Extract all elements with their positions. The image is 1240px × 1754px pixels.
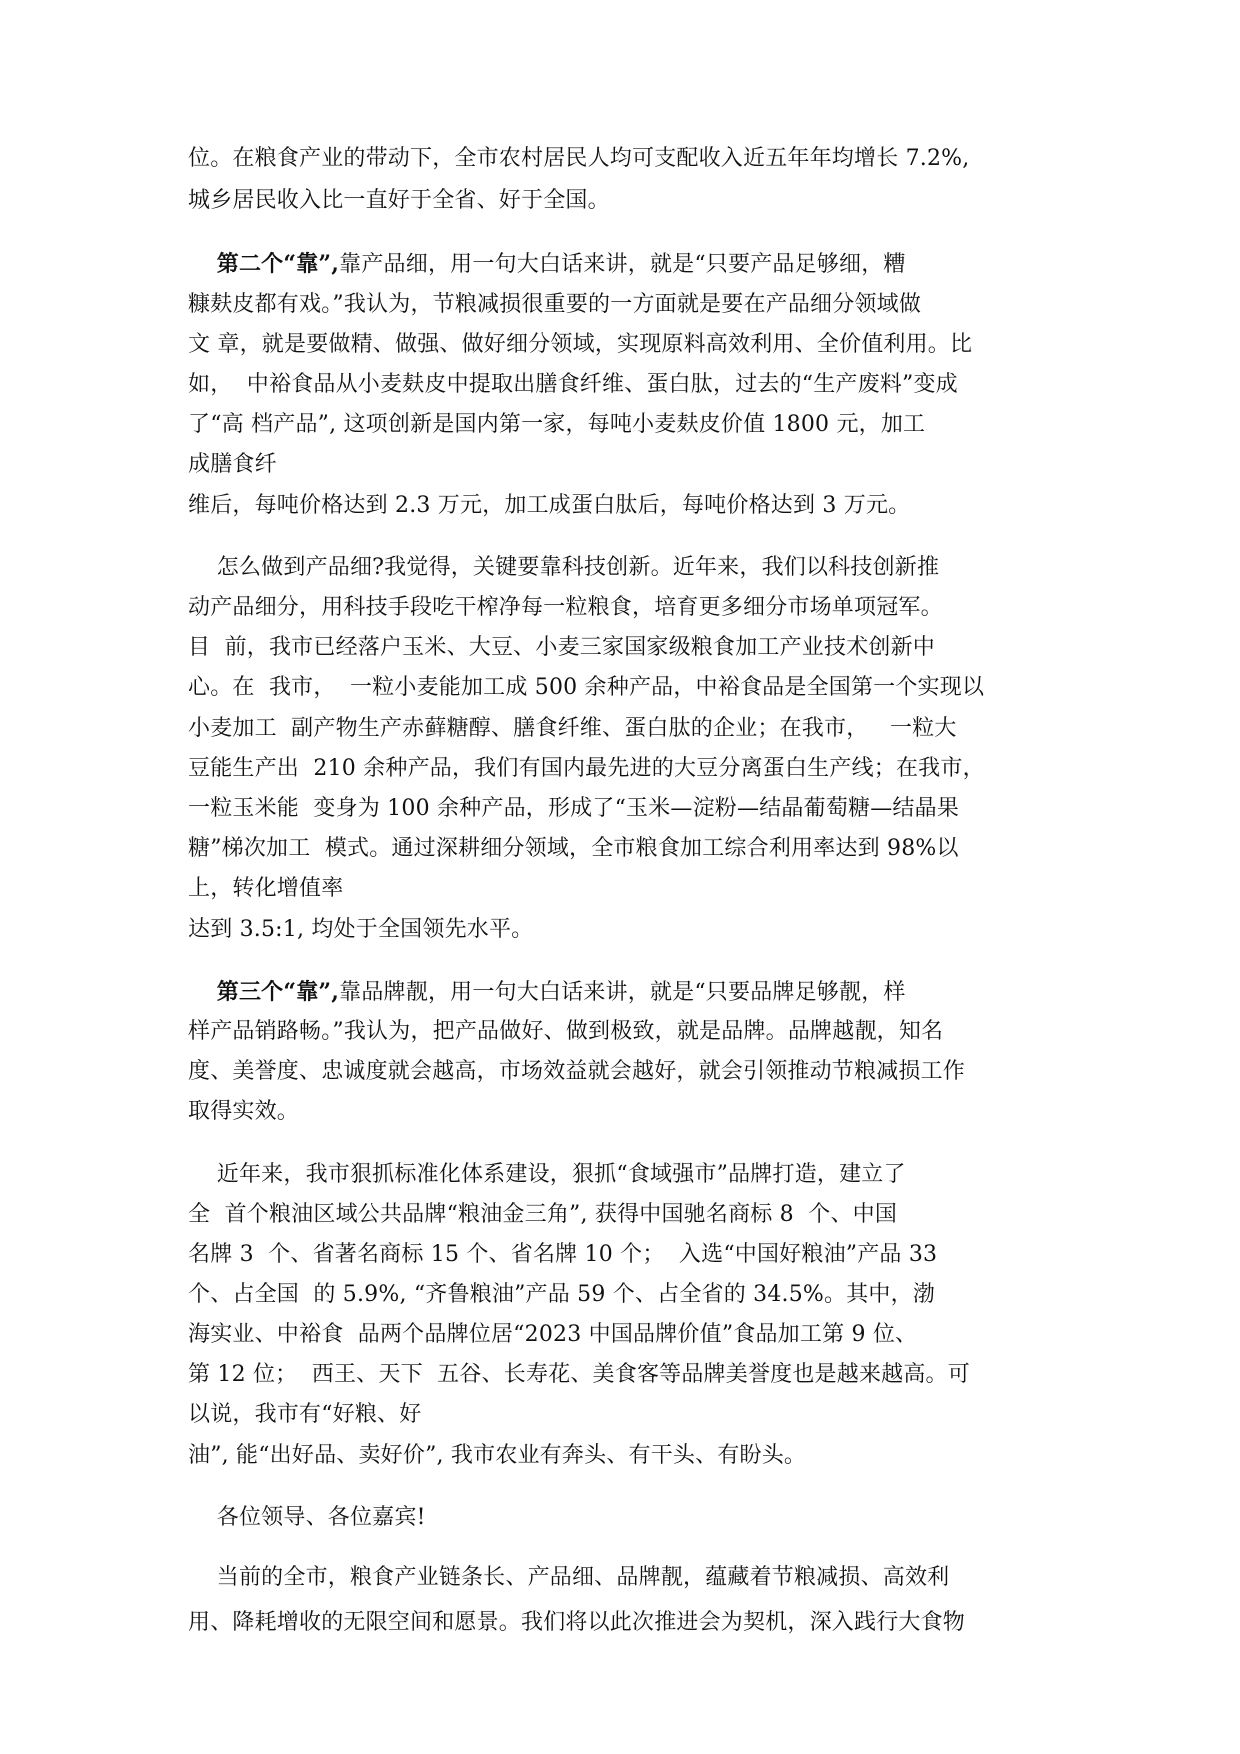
text-line: 一粒玉米能 变身为 100 余种产品，形成了“玉米—淀粉—结晶葡萄糖—结晶果 [188,796,960,821]
paragraph-first-line [188,249,906,280]
text-line: 动产品细分，用科技手段吃干榨净每一粒粮食，培育更多细分市场单项冠军。 [188,595,943,620]
text-line: 小麦加工 副产物生产赤藓糖醇、膳食纤维、蛋白肽的企业；在我市， 一粒大 [188,716,957,741]
text-line: 位。在粮食产业的带动下，全市农村居民人均可支配收入近五年年均增长 7.2%, [188,146,970,171]
text-line: 维后，每吨价格达到 2.3 万元，加工成蛋白肽后，每吨价格达到 3 万元。 [188,493,911,518]
paragraph-first-line [188,553,939,583]
text-line: 样产品销路畅。”我认为，把产品做好、做到极致，就是品牌。品牌越靓，知名 [188,1019,944,1044]
text-span: 怎么做到产品细?我觉得，关键要靠科技创新。近年来，我们以科技创新推 [216,555,940,580]
text-line: 名牌 3 个、省著名商标 15 个、省名牌 10 个； 入选“中国好粮油”产品 33 [188,1242,938,1267]
text-line: 文 章，就是要做精、做强、做好细分领域，实现原料高效利用、全价值利用。比 [188,332,973,357]
text-line: 糠麸皮都有戏。”我认为，节粮减损很重要的一方面就是要在产品细分领域做 [188,292,922,317]
text-line: 海实业、中裕食 品两个品牌位居“2023 中国品牌价值”食品加工第 9 位、 [188,1322,918,1347]
text-line: 达到 3.5:1, 均处于全国领先水平。 [188,917,534,942]
text-line: 以说，我市有“好粮、好 [188,1402,422,1427]
text-line: 油”, 能“出好品、卖好价”, 我市农业有奔头、有干头、有盼头。 [188,1443,807,1468]
text-line: 豆能生产出 210 余种产品，我们有国内最先进的大豆分离蛋白生产线；在我市， [188,756,985,781]
text-line: 目 前，我市已经落户玉米、大豆、小麦三家国家级粮食加工产业技术创新中 [188,635,935,660]
text-span: 各位领导、各位嘉宾! [216,1505,426,1530]
text-line: 心。在 我市， 一粒小麦能加工成 500 余种产品，中裕食品是全国第一个实现以 [188,675,985,700]
text-line: 度、美誉度、忠诚度就会越高，市场效益就会越好，就会引领推动节粮减损工作 [188,1059,966,1084]
text-span: 近年来，我市狠抓标准化体系建设，狠抓“食域强市”品牌打造，建立了 [216,1162,906,1187]
paragraph-first-line [188,1563,949,1593]
text-line: 城乡居民收入比一直好于全省、好于全国。 [188,188,610,213]
text-line: 了“高 档产品”, 这项创新是国内第一家，每吨小麦麸皮价值 1800 元，加工 [188,412,926,437]
section-lead: 第二个“靠”, [216,251,340,277]
text-span: 当前的全市，粮食产业链条长、产品细、品牌靓，蕴藏着节粮减损、高效利 [216,1565,950,1590]
text-line: 用、降耗增收的无限空间和愿景。我们将以此次推进会为契机，深入践行大食物 [188,1610,966,1635]
text-line: 上，转化增值率 [188,876,344,901]
salutation-line [188,1503,426,1533]
text-line: 成膳食纤 [188,452,277,477]
paragraph-first-line [188,977,906,1008]
text-line: 取得实效。 [188,1099,300,1124]
text-line: 个、占全国 的 5.9%, “齐鲁粮油”产品 59 个、占全省的 34.5%。其中，渤 [188,1282,936,1307]
text-line: 第 12 位； 西王、天下 五谷、长寿花、美食客等品牌美誉度也是越来越高。可 [188,1362,970,1387]
text-line: 全 首个粮油区域公共品牌“粮油金三角”, 获得中国驰名商标 8 个、中国 [188,1202,898,1227]
text-span: 靠产品细，用一句大白话来讲，就是“只要产品足够细，糟 [339,252,906,277]
section-lead: 第三个“靠”, [216,979,340,1005]
text-line: 糖”梯次加工 模式。通过深耕细分领域，全市粮食加工综合利用率达到 98%以 [188,836,959,861]
text-span: 靠品牌靓，用一句大白话来讲，就是“只要品牌足够靓，样 [339,980,906,1005]
paragraph-first-line [188,1160,906,1190]
text-line: 如， 中裕食品从小麦麸皮中提取出膳食纤维、蛋白肽，过去的“生产废料”变成 [188,372,958,397]
